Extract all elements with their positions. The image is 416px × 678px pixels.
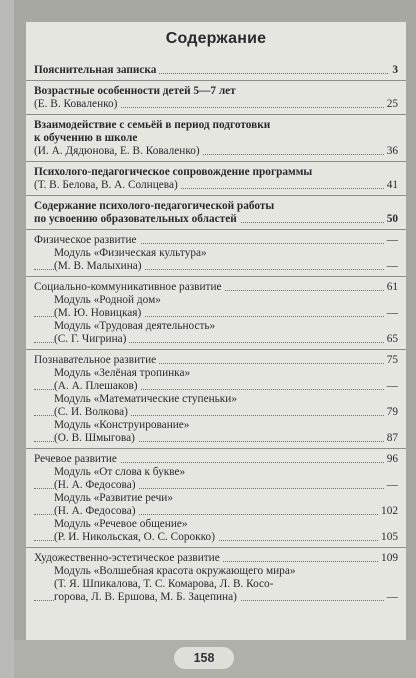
toc-entry-page: 65 [384, 333, 398, 346]
toc-entry-text: (Р. И. Никольская, О. С. Сорокко) [54, 531, 218, 543]
content-sheet [26, 22, 406, 640]
toc-entry-page: 96 [384, 453, 398, 466]
toc-section [26, 114, 406, 161]
toc-entry-text: (А. А. Плешаков) [54, 380, 141, 392]
toc-section [26, 547, 406, 607]
toc-entry [34, 466, 398, 479]
toc-entry-text: (С. И. Волкова) [54, 406, 131, 418]
toc-entry-text: Познавательное развитие [34, 354, 159, 366]
toc-entry-page: 102 [378, 505, 398, 518]
toc-entry [34, 260, 398, 273]
book-page [14, 0, 416, 678]
toc-entry [34, 479, 398, 492]
toc-entry [34, 518, 398, 531]
toc-entry-text: (Н. А. Федосова) [54, 479, 138, 491]
toc-entry [34, 294, 398, 307]
toc-entry-page: 109 [378, 552, 398, 565]
toc-section [26, 229, 406, 276]
toc-section [26, 161, 406, 195]
toc-entry-text: Модуль «Зелёная тропинка» [54, 367, 193, 379]
toc-entry [34, 320, 398, 333]
table-of-contents [26, 60, 406, 607]
page-title: Содержание [165, 30, 267, 47]
toc-entry-page: 36 [384, 145, 398, 158]
toc-entry [34, 132, 398, 145]
toc-entry [34, 380, 398, 393]
toc-entry-text: Психолого-педагогическое сопровождение программы [34, 166, 315, 178]
toc-entry-page: 25 [384, 98, 398, 111]
toc-entry-text: Речевое развитие [34, 453, 120, 465]
toc-entry-text: (Н. А. Федосова) [54, 505, 138, 517]
toc-entry [34, 419, 398, 432]
toc-section [26, 448, 406, 547]
toc-entry-page: — [384, 307, 398, 320]
toc-entry-text: Модуль «Волшебная красота окружающего мира» [54, 565, 298, 577]
toc-entry [34, 145, 398, 158]
toc-entry-text: к обучению в школе [34, 132, 140, 144]
toc-entry [34, 234, 398, 247]
toc-section [26, 80, 406, 114]
toc-entry-page: — [384, 479, 398, 492]
toc-entry [34, 432, 398, 445]
toc-entry-text: Возрастные особенности детей 5—7 лет [34, 85, 239, 97]
toc-entry [34, 354, 398, 367]
toc-entry-page: — [384, 380, 398, 393]
toc-entry-text: по усвоению образовательных областей [34, 213, 240, 225]
toc-entry [34, 64, 398, 77]
toc-entry-page: 87 [384, 432, 398, 445]
toc-entry-page: — [384, 234, 398, 247]
toc-entry-page: — [384, 591, 398, 604]
toc-entry [34, 578, 398, 591]
toc-entry [34, 531, 398, 544]
toc-entry-page: 75 [384, 354, 398, 367]
toc-entry-page: 41 [384, 179, 398, 192]
toc-entry-page: 50 [384, 213, 398, 226]
toc-entry [34, 281, 398, 294]
toc-entry-text: Пояснительная записка [34, 64, 159, 76]
page-number: 158 [174, 647, 234, 669]
toc-entry [34, 393, 398, 406]
toc-entry-text: Модуль «От слова к букве» [54, 466, 188, 478]
toc-entry [34, 333, 398, 346]
toc-entry-text: горова, Л. В. Ершова, М. Б. Зацепина) [54, 591, 240, 603]
toc-entry-page: 3 [389, 64, 398, 77]
toc-entry [34, 213, 398, 226]
toc-entry-text: Модуль «Трудовая деятельность» [54, 320, 218, 332]
toc-section [26, 195, 406, 229]
toc-entry-text: (М. Ю. Новицкая) [54, 307, 144, 319]
toc-entry-text: (И. А. Дядюнова, Е. В. Коваленко) [34, 145, 203, 157]
toc-entry-page: — [384, 260, 398, 273]
toc-entry [34, 367, 398, 380]
toc-entry-text: Модуль «Физическая культура» [54, 247, 210, 259]
toc-entry-text: Модуль «Родной дом» [54, 294, 164, 306]
toc-entry-text: Модуль «Конструирование» [54, 419, 192, 431]
toc-entry [34, 307, 398, 320]
toc-entry [34, 119, 398, 132]
toc-entry [34, 247, 398, 260]
toc-entry-page: 79 [384, 406, 398, 419]
toc-entry [34, 552, 398, 565]
toc-entry-text: (М. В. Малыхина) [54, 260, 145, 272]
toc-entry [34, 492, 398, 505]
toc-entry-text: Физическое развитие [34, 234, 140, 246]
toc-entry [34, 179, 398, 192]
toc-entry-text: (Т. В. Белова, В. А. Солнцева) [34, 179, 181, 191]
toc-section [26, 349, 406, 448]
toc-entry [34, 98, 398, 111]
toc-entry [34, 565, 398, 578]
toc-entry [34, 453, 398, 466]
toc-entry-page: 105 [378, 531, 398, 544]
toc-entry-page: 61 [384, 281, 398, 294]
toc-entry [34, 406, 398, 419]
toc-section [26, 60, 406, 80]
toc-entry-text: Модуль «Развитие речи» [54, 492, 176, 504]
toc-entry-text: (Т. Я. Шпикалова, Т. С. Комарова, Л. В. Косо- [54, 578, 276, 590]
toc-entry-text: Содержание психолого-педагогической работы [34, 200, 277, 212]
toc-entry-text: Социально-коммуникативное развитие [34, 281, 225, 293]
toc-entry-text: (Е. В. Коваленко) [34, 98, 120, 110]
toc-entry [34, 166, 398, 179]
toc-entry-text: Взаимодействие с семьёй в период подготовки [34, 119, 273, 131]
toc-entry-text: Модуль «Речевое общение» [54, 518, 191, 530]
toc-entry [34, 591, 398, 604]
toc-entry [34, 85, 398, 98]
toc-entry-text: Модуль «Математические ступеньки» [54, 393, 240, 405]
toc-entry [34, 200, 398, 213]
toc-entry-text: Художественно-эстетическое развитие [34, 552, 223, 564]
toc-entry-text: (О. В. Шмыгова) [54, 432, 138, 444]
toc-entry-text: (С. Г. Чигрина) [54, 333, 129, 345]
toc-entry [34, 505, 398, 518]
toc-section [26, 276, 406, 349]
